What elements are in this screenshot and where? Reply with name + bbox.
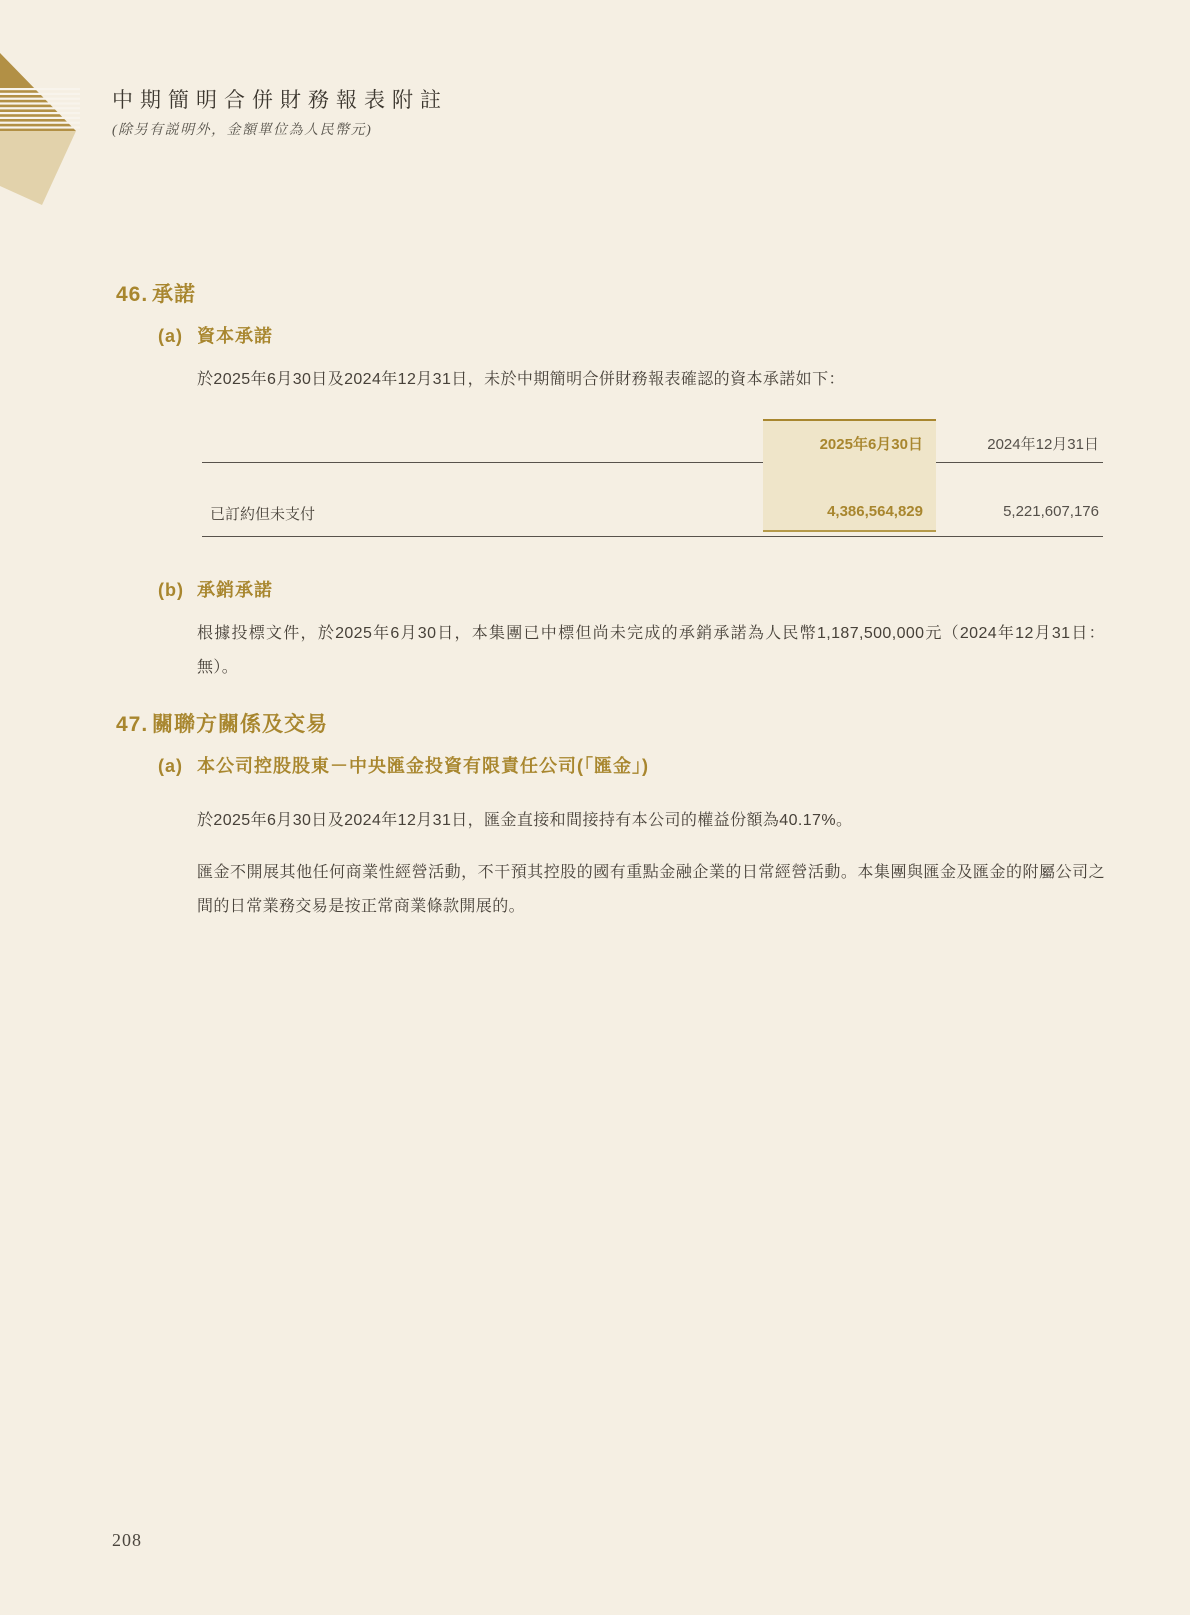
- table-header-rule: [202, 462, 1103, 463]
- page-number: 208: [112, 1530, 142, 1550]
- subsection-47a-title: 本公司控股股東－中央匯金投資有限責任公司(「匯金」): [197, 756, 649, 776]
- table-row-label: 已訂約但未支付: [210, 506, 316, 523]
- huijin-activities-paragraph: 匯金不開展其他任何商業性經營活動，不干預其控股的國有重點金融企業的日常經營活動。本集團與匯金及匯金的附屬公司之間的日常業務交易是按正常商業條款開展的。: [197, 864, 1105, 915]
- section-47-heading: [116, 708, 328, 738]
- subsection-46b-label: (b): [158, 580, 184, 600]
- subsection-46a-title: 資本承諾: [197, 326, 273, 346]
- table-row-current-value: 4,386,564,829: [827, 503, 923, 520]
- subsection-46b-title: 承銷承諾: [197, 580, 273, 600]
- table-col-header-current: 2025年6月30日: [819, 436, 923, 453]
- table-bottom-rule: [202, 536, 1103, 537]
- huijin-ownership-paragraph: 於2025年6月30日及2024年12月31日，匯金直接和間接持有本公司的權益份額為40.17%。: [197, 812, 853, 829]
- table-col-header-prior: 2024年12月31日: [987, 436, 1099, 453]
- subsection-46a-heading: [158, 322, 273, 348]
- section-47-title: 關聯方關係及交易: [152, 713, 328, 736]
- section-46-number: 46.: [116, 283, 149, 306]
- subsection-47a-label: (a): [158, 756, 183, 776]
- subsection-46b-heading: [158, 576, 273, 602]
- underwriting-commitments-body: 根據投標文件，於2025年6月30日，本集團已中標但尚未完成的承銷承諾為人民幣1,187,500,000元（2024年12月31日：無）。: [197, 625, 1105, 676]
- capital-commitments-intro: 於2025年6月30日及2024年12月31日，未於中期簡明合併財務報表確認的資本承諾如下：: [197, 371, 845, 388]
- page-title: 中期簡明合併財務報表附註: [112, 88, 448, 112]
- page-subtitle: (除另有説明外，金額單位為人民幣元): [112, 123, 373, 138]
- section-46-heading: [116, 278, 196, 308]
- section-46-title: 承諾: [152, 283, 196, 306]
- corner-triangle-icon: [0, 0, 100, 215]
- subsection-47a-heading: [158, 752, 649, 778]
- section-47-number: 47.: [116, 713, 149, 736]
- subsection-46a-label: (a): [158, 326, 183, 346]
- capital-commitments-table: [202, 419, 1103, 545]
- table-row-prior-value: 5,221,607,176: [1003, 503, 1099, 520]
